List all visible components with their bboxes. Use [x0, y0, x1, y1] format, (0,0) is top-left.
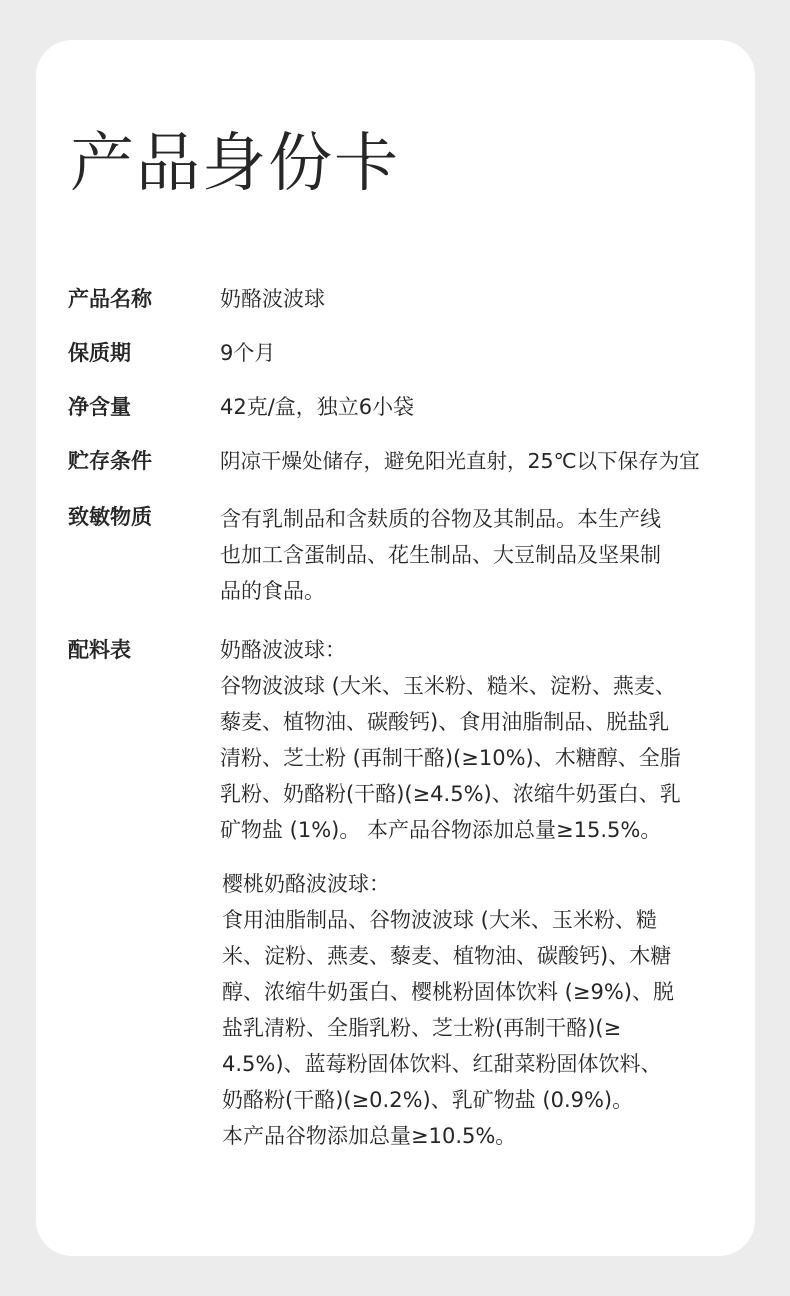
product-name: 奶酪波波球：	[220, 638, 346, 662]
text-line: 醇、浓缩牛奶蛋白、樱桃粉固体饮料 (≥9%)、脱	[222, 980, 674, 1004]
row-value: 奶酪波波球	[220, 287, 325, 311]
row-label: 贮存条件	[68, 449, 152, 473]
text-line: 品的食品。	[220, 579, 325, 603]
text-line: 也加工含蛋制品、花生制品、大豆制品及坚果制	[220, 543, 661, 567]
text-line: 矿物盐 (1%)。 本产品谷物添加总量≥15.5%。	[220, 818, 662, 842]
ingredients-product-1	[220, 632, 740, 848]
row-label: 净含量	[68, 395, 131, 419]
allergen-text	[220, 501, 740, 609]
text-line: 盐乳清粉、全脂乳粉、芝士粉(再制干酪)(≥	[222, 1016, 622, 1040]
row-label: 保质期	[68, 341, 131, 365]
text-line: 谷物波波球 (大米、玉米粉、糙米、淀粉、燕麦、	[220, 674, 676, 698]
row-label: 产品名称	[68, 287, 152, 311]
ingredients-product-2	[222, 866, 742, 1154]
row-label: 致敏物质	[68, 505, 152, 529]
text-line: 米、淀粉、燕麦、藜麦、植物油、碳酸钙)、木糖	[222, 944, 672, 968]
product-name: 樱桃奶酪波波球：	[222, 872, 390, 896]
text-line: 奶酪粉(干酪)(≥0.2%)、乳矿物盐 (0.9%)。	[222, 1088, 634, 1112]
text-line: 本产品谷物添加总量≥10.5%。	[222, 1124, 517, 1148]
row-value: 9个月	[220, 341, 276, 365]
page-title: 产品身份卡	[70, 127, 400, 201]
row-label: 配料表	[68, 638, 131, 662]
text-line: 乳粉、奶酪粉(干酪)(≥4.5%)、浓缩牛奶蛋白、乳	[220, 782, 681, 806]
product-info-card	[36, 40, 755, 1256]
text-line: 食用油脂制品、谷物波波球 (大米、玉米粉、糙	[222, 908, 657, 932]
text-line: 含有乳制品和含麸质的谷物及其制品。本生产线	[220, 507, 661, 531]
text-line: 藜麦、植物油、碳酸钙)、食用油脂制品、脱盐乳	[220, 710, 670, 734]
row-value: 阴凉干燥处储存，避免阳光直射，25℃以下保存为宜	[220, 449, 700, 473]
text-line: 清粉、芝士粉 (再制干酪)(≥10%)、木糖醇、全脂	[220, 746, 681, 770]
row-value: 42克/盒，独立6小袋	[220, 395, 415, 419]
text-line: 4.5%)、蓝莓粉固体饮料、红甜菜粉固体饮料、	[222, 1052, 662, 1076]
